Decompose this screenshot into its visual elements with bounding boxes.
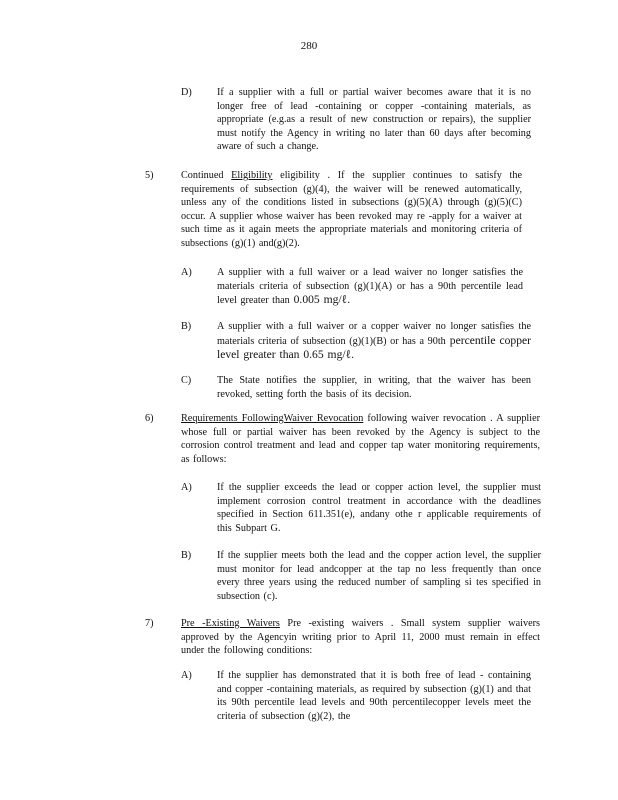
paragraph-text [217,266,523,308]
section-text: Pre -existing waivers . Small system supplier waivers approved by the Agencyin writing prior to April 11, 2000 must remain in effect under the following conditions: [181,618,540,657]
list-marker: A) [181,482,192,493]
list-marker: B) [181,550,192,561]
paragraph-text: If the supplier meets both the lead and the copper action level, the supplier must monitor for lead andcopper at the tap no less frequently than once every three years using the reduced number of sampling si tes specified in subsection (c). [217,550,541,602]
section-heading: Pre -Existing Waivers [181,618,280,629]
paragraph-run: A supplier with a full waiver or a copper waiver no longer satisfies the materials criteria of subsection (g)(1)(B) or has a 90th [217,321,531,347]
section-item [145,617,540,658]
section-text: following waiver revocation . A supplier whose full or partial waiver has been revoked by the Agency is subject to the corrosion control treatment and lead and copper tap water monitoring requirements, as follows: [181,413,540,465]
list-marker: A) [181,267,192,278]
list-item [181,549,541,603]
paragraph-text: The State notifies the supplier, in writing, that the waiver has been revoked, setting forth the basis of its decision. [217,375,531,400]
list-item [181,266,523,308]
paragraph-run: A supplier with a full waiver or a lead waiver no longer satisfies the materials criteria of subsection (g)(1)(A) or has a 90th percentile lead level greater than [217,267,523,307]
section-heading-prefix: Continued [181,170,232,181]
list-marker: B) [181,321,192,332]
section-item [145,169,522,251]
section-marker: 5) [145,170,154,181]
paragraph-text: If the supplier exceeds the lead or copper action level, the supplier must implement corrosion control treatment in accordance with the deadlines specified in Section 611.351(e), andany othe r applicable requirements of this Subpart G. [217,482,541,534]
list-marker: A) [181,670,192,681]
list-item [181,374,531,401]
list-marker: D) [181,87,192,98]
section-heading: Eligibility [231,170,273,181]
section-text: eligibility . If the supplier continues to satisfy the requirements of subsection (g)(4), the waiver will be renewed automatically, unless any of the conditions listed in subsections (g)(5)(A) through (g)(5)(C) occur. A supplier whose waiver has been revoked may re -apply for a waiver at such time as it again meets the appropriate materials and monitoring criteria of subsections (g)(1) and(g)(2). [181,170,522,249]
list-marker: C) [181,375,192,386]
paragraph-text [217,320,531,363]
paragraph-run-large: 0.005 mg/ℓ. [289,293,351,307]
section-item [145,412,540,466]
section-paragraph [181,169,522,251]
section-marker: 7) [145,618,154,629]
list-item [181,669,531,723]
paragraph-text: If the supplier has demonstrated that it is both free of lead - containing and copper -containing materials, as required by subsection (g)(1) and that its 90th percentile lead levels and 90th percentilecopper levels meet the criteria of subsection (g)(2), the [217,670,531,722]
section-heading: Requirements FollowingWaiver Revocation [181,413,364,424]
section-marker: 6) [145,413,154,424]
page-number: 280 [300,40,318,52]
section-paragraph [181,412,540,466]
list-item [181,86,531,154]
section-paragraph [181,617,540,658]
paragraph-text: If a supplier with a full or partial waiver becomes aware that it is no longer free of lead -containing or copper -containing materials, as appropriate (e.g.as a result of new construction or repairs), the supplier must notify the Agency in writing no later than 60 days after becoming aware of such a change. [217,87,531,153]
list-item [181,320,531,363]
list-item [181,481,541,535]
paragraph-run-large: percentile copper level greater than 0.65 mg/ℓ. [217,333,531,362]
